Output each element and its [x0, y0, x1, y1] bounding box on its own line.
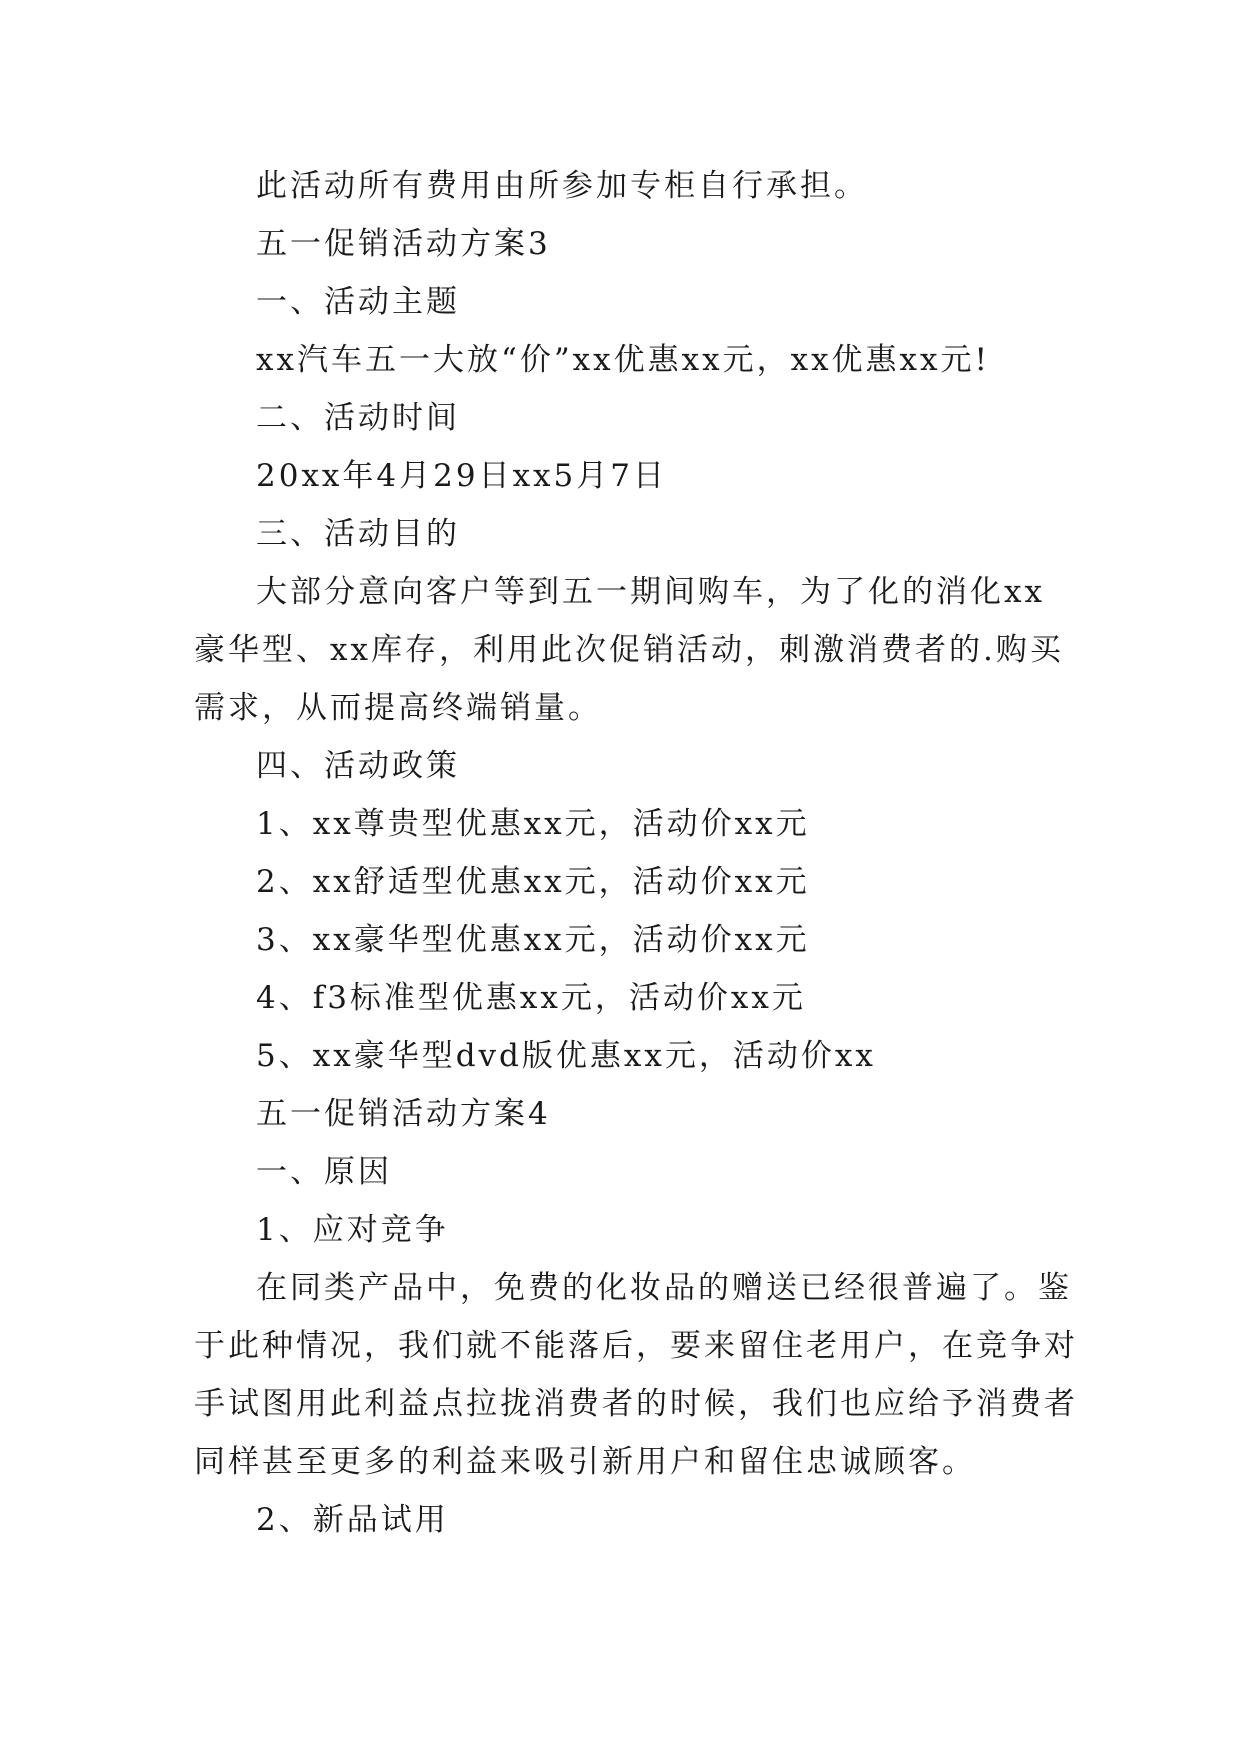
- section-heading: 五一促销活动方案3: [256, 226, 551, 262]
- paragraph-line: 在同类产品中，免费的化妆品的赠送已经很普遍了。鉴: [256, 1270, 1072, 1306]
- paragraph-text: 20xx年4月29日xx5月7日: [256, 458, 667, 494]
- paragraph-purpose: [194, 563, 1064, 737]
- list-item: 1、应对竞争: [256, 1212, 449, 1248]
- subsection-heading: 四、活动政策: [256, 748, 460, 784]
- list-item: 2、xx舒适型优惠xx元，活动价xx元: [256, 864, 810, 900]
- list-item: 2、新品试用: [256, 1502, 449, 1538]
- paragraph-text: xx汽车五一大放“价”xx优惠xx元，xx优惠xx元!: [256, 342, 990, 378]
- list-item: 4、f3标准型优惠xx元，活动价xx元: [256, 980, 806, 1016]
- paragraph-text: 此活动所有费用由所参加专柜自行承担。: [256, 168, 868, 204]
- section-heading: 五一促销活动方案4: [256, 1096, 551, 1132]
- list-item: 1、xx尊贵型优惠xx元，活动价xx元: [256, 806, 810, 842]
- subsection-heading: 三、活动目的: [256, 516, 460, 552]
- subsection-heading: 一、原因: [256, 1154, 392, 1190]
- paragraph-line: 手试图用此利益点拉拢消费者的时候，我们也应给予消费者: [194, 1386, 1078, 1422]
- paragraph-reason: [194, 1259, 1078, 1491]
- subsection-heading: 二、活动时间: [256, 400, 460, 436]
- list-item: 3、xx豪华型优惠xx元，活动价xx元: [256, 922, 810, 958]
- list-item: 5、xx豪华型dvd版优惠xx元，活动价xx: [256, 1038, 876, 1074]
- paragraph-line: 于此种情况，我们就不能落后，要来留住老用户，在竞争对: [194, 1328, 1078, 1364]
- paragraph-line: 豪华型、xx库存，利用此次促销活动，刺激消费者的.购买: [194, 632, 1064, 668]
- paragraph-line: 同样甚至更多的利益来吸引新用户和留住忠诚顾客。: [194, 1444, 976, 1480]
- paragraph-line: 大部分意向客户等到五一期间购车，为了化的消化xx: [256, 574, 1045, 610]
- document-body: [194, 157, 1078, 1549]
- subsection-heading: 一、活动主题: [256, 284, 460, 320]
- paragraph-line: 需求，从而提高终端销量。: [194, 690, 602, 726]
